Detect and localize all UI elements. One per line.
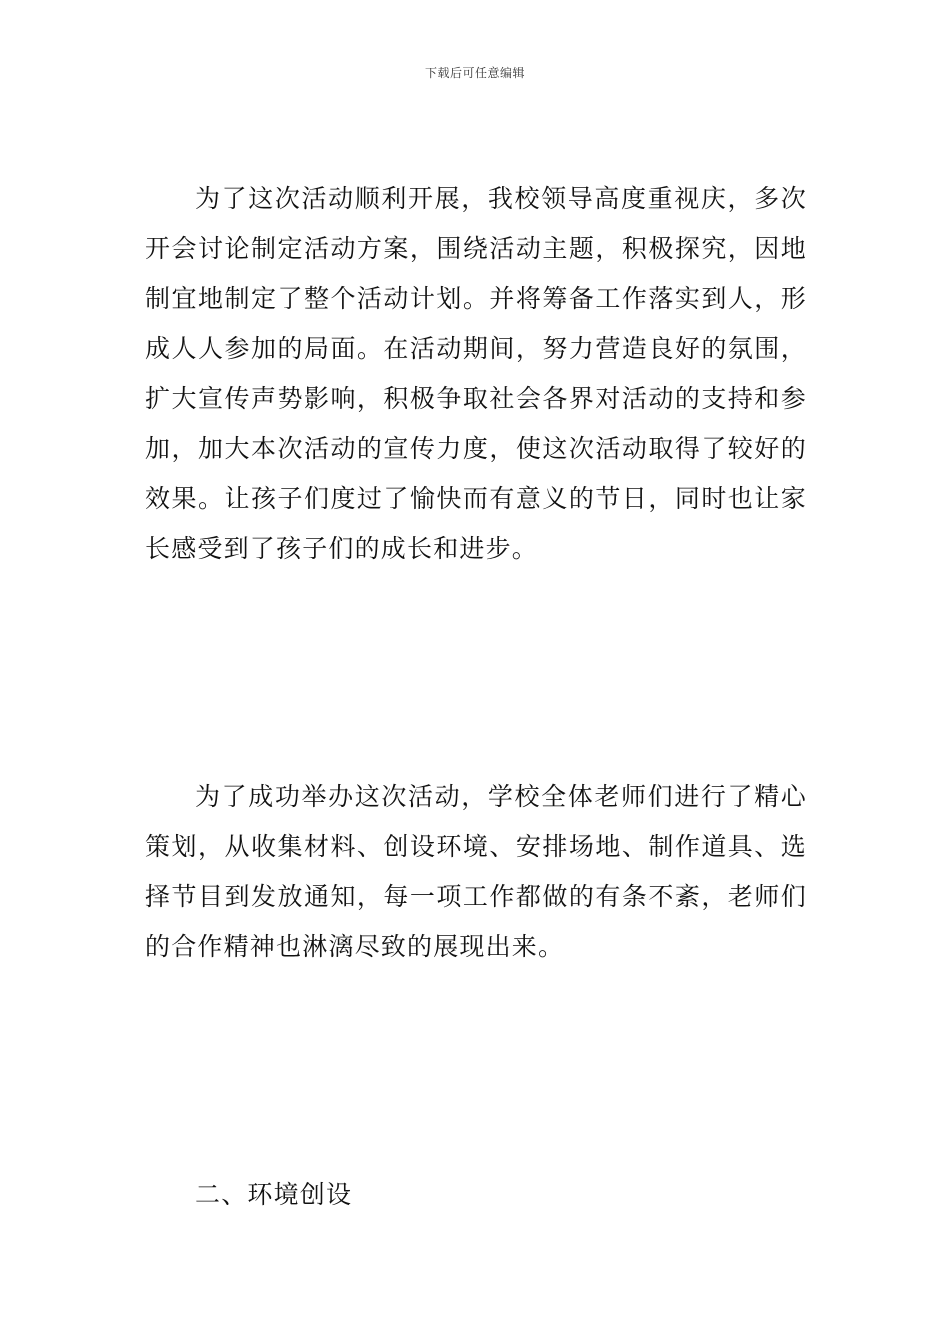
body-paragraph-1: 为了这次活动顺利开展，我校领导高度重视庆，多次开会讨论制定活动方案，围绕活动主题，积极探究，因地制宜地制定了整个活动计划。并将筹备工作落实到人，形成人人参加的局面。在活动期间，努力营造良好的氛围，扩大宣传声势影响，积极争取社会各界对活动的支持和参加，加大本次活动的宣传力度，使这次活动取得了较好的效果。让孩子们度过了愉快而有意义的节日，同时也让家长感受到了孩子们的成长和进步。 <box>145 184 807 563</box>
section-heading: 二、环境创设 <box>195 1180 353 1209</box>
body-paragraph-2: 为了成功举办这次活动，学校全体老师们进行了精心策划，从收集材料、创设环境、安排场地、制作道具、选择节目到发放通知，每一项工作都做的有条不紊，老师们的合作精神也淋漓尽致的展现出来。 <box>145 782 807 961</box>
page-header-note: 下载后可任意编辑 <box>424 66 525 80</box>
